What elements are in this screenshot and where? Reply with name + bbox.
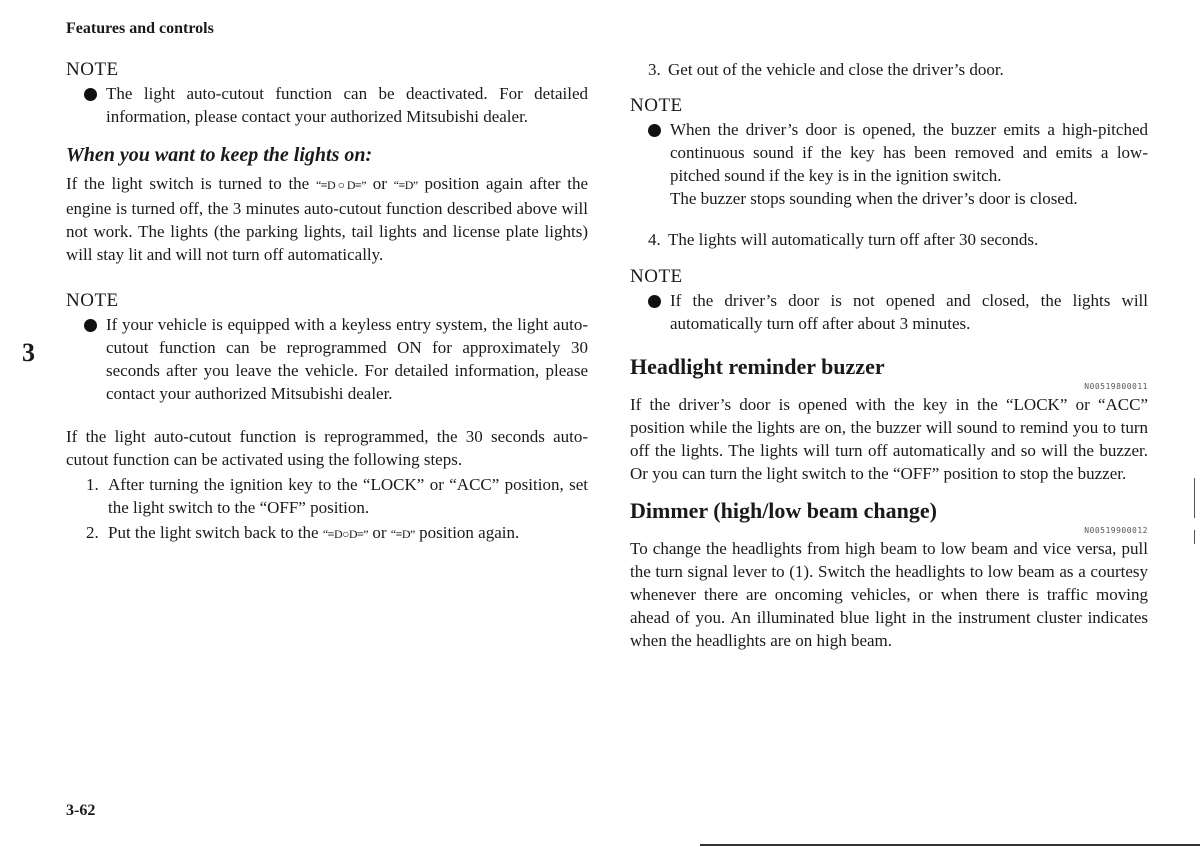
paragraph-text: position again after the engine is turned off, the 3 minutes auto-cutout function described above will not work. The lights (the parking lights, tail lights and license plate lights) will stay lit and will not turn off automatically. (66, 174, 589, 264)
note-text: The buzzer stops sounding when the driver’s door is closed. (670, 189, 1078, 208)
note-label: NOTE (630, 95, 683, 116)
step-text: Get out of the vehicle and close the driver’s door. (668, 60, 1004, 79)
note-label: NOTE (66, 290, 119, 311)
step-number: 1. (86, 475, 99, 494)
margin-mark (1194, 530, 1195, 544)
note-text: The light auto-cutout function can be deactivated. For detailed information, please contact your authorized Mitsubishi dealer. (106, 84, 588, 126)
headlight-symbol-icon: “≡D” (393, 178, 418, 192)
bullet-dot-icon (648, 124, 661, 137)
section-title-headlight-reminder: Headlight reminder buzzer (630, 354, 885, 379)
section-code: N00519900012 (1084, 526, 1148, 535)
right-column (630, 58, 1148, 652)
running-header: Features and controls (66, 20, 214, 37)
step-text: position again. (419, 523, 520, 542)
paragraph-dimmer: To change the headlights from high beam to low beam and vice versa, pull the turn signal lever to (1). Switch the headlights to low beam as a courtesy whenever there are oncoming vehicles, or when there is traffic moving ahead of you. An illuminated blue light in the instrument cluster indicates when the headlights are on high beam. (630, 539, 1148, 650)
section-title-dimmer: Dimmer (high/low beam change) (630, 498, 937, 523)
step-item (66, 521, 588, 546)
bullet-dot-icon (84, 319, 97, 332)
note-bullet (66, 313, 588, 405)
step-text: Put the light switch back to the (108, 523, 319, 542)
note-bullet (630, 118, 1148, 210)
parking-light-symbol-icon: “≡D○D≡” (322, 527, 369, 541)
paragraph-keep-lights-on (66, 172, 588, 266)
bullet-dot-icon (648, 295, 661, 308)
paragraph-text: or (372, 174, 387, 193)
page-number: 3-62 (66, 802, 96, 819)
bottom-rule (700, 844, 1200, 846)
paragraph-headlight-reminder: If the driver’s door is opened with the key in the “LOCK” or “ACC” position while the lights are on, the buzzer will sound to remind you to turn off the lights. The lights will turn off automatically and so will the buzzer. Or you can turn the light switch to the “OFF” position to stop the buzzer. (630, 395, 1148, 483)
note-label: NOTE (66, 59, 119, 80)
note-text: If your vehicle is equipped with a keyless entry system, the light auto-cutout function can be reprogrammed ON for approximately 30 seconds after you leave the vehicle. For detailed information, please contact your authorized Mitsubishi dealer. (106, 315, 588, 403)
step-item (648, 228, 1148, 251)
step-text: After turning the ignition key to the “LOCK” or “ACC” position, set the light switch to the “OFF” position. (108, 475, 588, 517)
paragraph-text: If the light switch is turned to the (66, 174, 310, 193)
left-column (66, 58, 588, 546)
paragraph-reprogrammed: If the light auto-cutout function is reprogrammed, the 30 seconds auto-cutout function can be activated using the following steps. (66, 427, 588, 469)
margin-mark (1194, 478, 1195, 518)
note-bullet (66, 82, 588, 128)
chapter-tab: 3 (22, 338, 35, 367)
step-number: 3. (648, 60, 661, 79)
step-number: 4. (648, 230, 661, 249)
step-item (648, 58, 1148, 81)
step-number: 2. (86, 523, 99, 542)
subheading-keep-lights-on: When you want to keep the lights on: (66, 144, 373, 166)
parking-light-symbol-icon: “≡D○D≡” (315, 178, 367, 192)
headlight-symbol-icon: “≡D” (390, 527, 415, 541)
note-label: NOTE (630, 266, 683, 287)
step-item (66, 473, 588, 519)
note-text: If the driver’s door is not opened and closed, the lights will automatically turn off after about 3 minutes. (670, 291, 1148, 333)
note-bullet (630, 289, 1148, 335)
note-text: When the driver’s door is opened, the buzzer emits a high-pitched continuous sound if the key has been removed and emits a low-pitched sound if the key is in the ignition switch. (670, 120, 1148, 185)
bullet-dot-icon (84, 88, 97, 101)
step-text: The lights will automatically turn off after 30 seconds. (668, 230, 1039, 249)
section-code: N00519800011 (1084, 382, 1148, 391)
step-text: or (372, 523, 387, 542)
